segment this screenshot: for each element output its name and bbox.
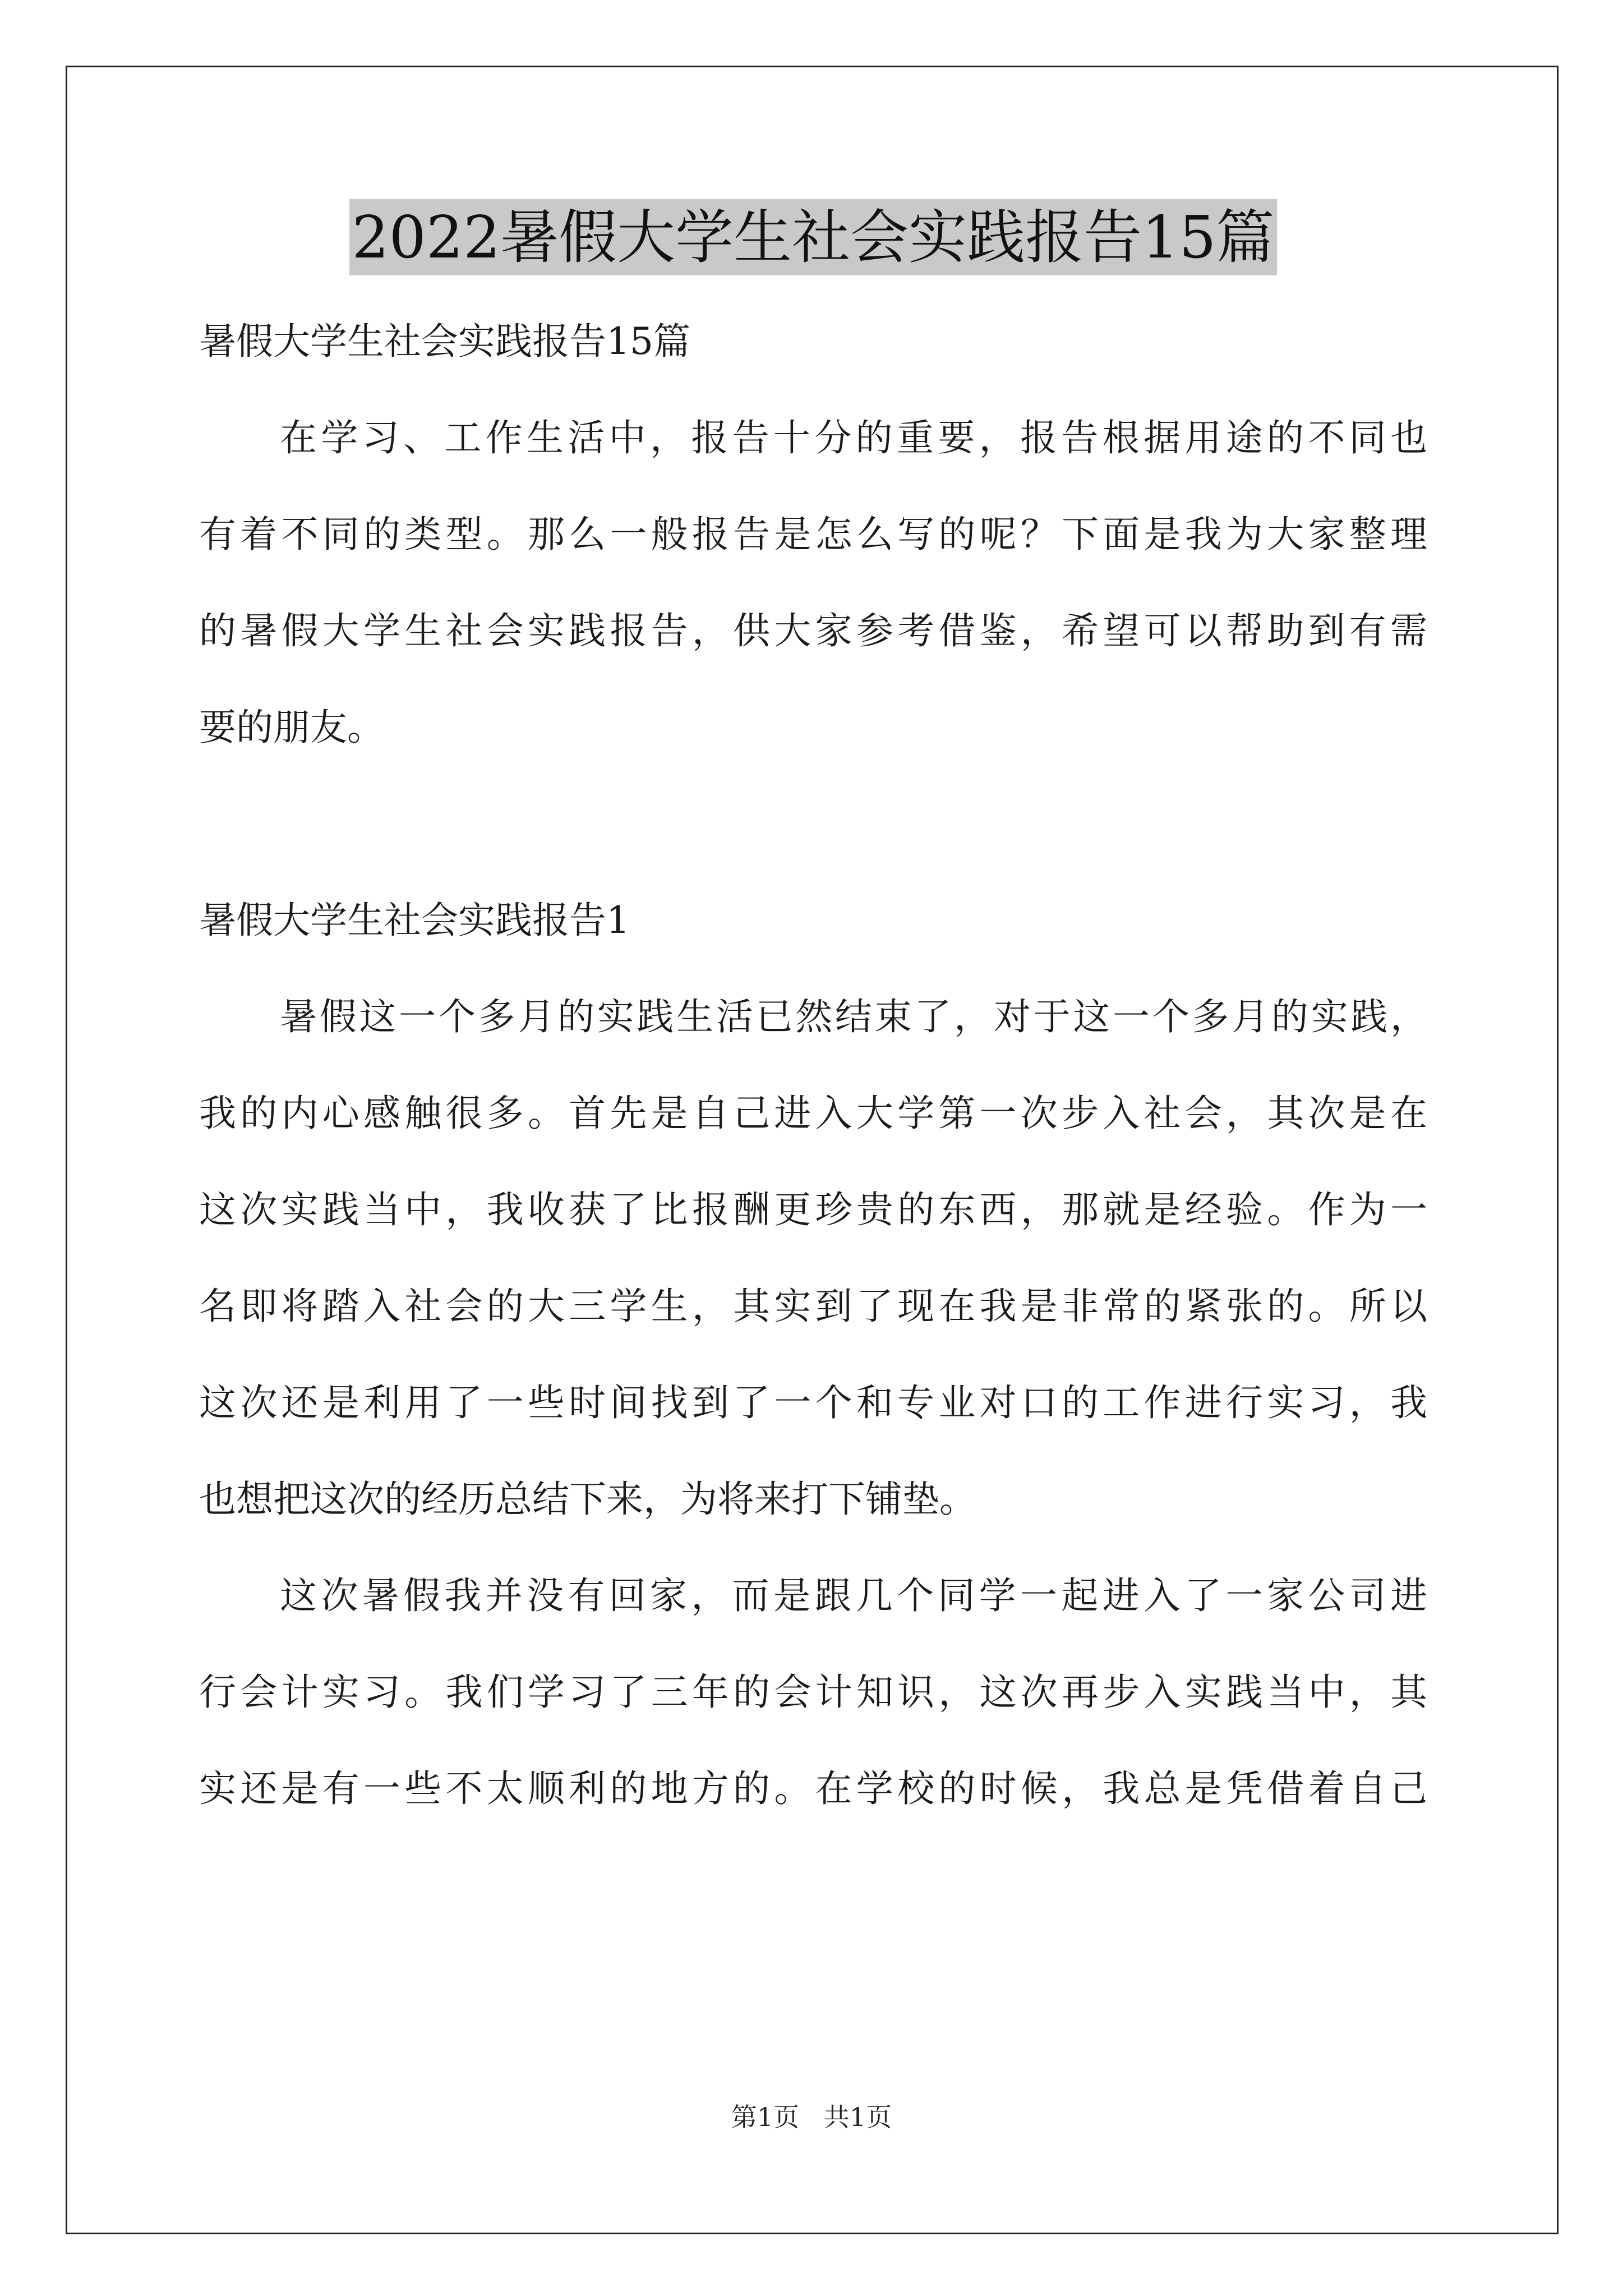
- page-footer: 第1页 共1页: [731, 2102, 892, 2132]
- text-line: 也想把这次的经历总结下来，为将来打下铺垫。: [199, 1478, 976, 1521]
- text-line: 这次实践当中，我收获了比报酬更珍贵的东西，那就是经验。作为一: [199, 1188, 1427, 1231]
- text-line: 的暑假大学生社会实践报告，供大家参考借鉴，希望可以帮助到有需: [199, 609, 1427, 652]
- section-heading: 暑假大学生社会实践报告1: [199, 899, 630, 942]
- text-line: 有着不同的类型。那么一般报告是怎么写的呢？下面是我为大家整理: [199, 513, 1427, 556]
- document-title: 2022暑假大学生社会实践报告15篇: [349, 199, 1276, 275]
- body-paragraph-2: [199, 1548, 1427, 1837]
- text-line: 这次还是利用了一些时间找到了一个和专业对口的工作进行实习，我: [199, 1381, 1427, 1424]
- text-line: 要的朋友。: [199, 706, 384, 749]
- title-wrap: [199, 199, 1427, 283]
- text-line: 实还是有一些不太顺利的地方的。在学校的时候，我总是凭借着自己: [199, 1767, 1427, 1810]
- document-subtitle: 暑假大学生社会实践报告15篇: [199, 320, 690, 363]
- body-paragraph-1: [199, 969, 1427, 1548]
- text-line: 我的内心感触很多。首先是自己进入大学第一次步入社会，其次是在: [199, 1092, 1427, 1135]
- text-line: 暑假这一个多月的实践生活已然结束了，对于这一个多月的实践，: [280, 995, 1427, 1038]
- text-line: 名即将踏入社会的大三学生，其实到了现在我是非常的紧张的。所以: [199, 1285, 1427, 1328]
- text-line: 这次暑假我并没有回家，而是跟几个同学一起进入了一家公司进: [280, 1574, 1427, 1617]
- text-line: 行会计实习。我们学习了三年的会计知识，这次再步入实践当中，其: [199, 1671, 1427, 1714]
- document-body: [199, 199, 1427, 1837]
- text-line: 在学习、工作生活中，报告十分的重要，报告根据用途的不同也: [280, 416, 1427, 459]
- intro-paragraph: [199, 390, 1427, 776]
